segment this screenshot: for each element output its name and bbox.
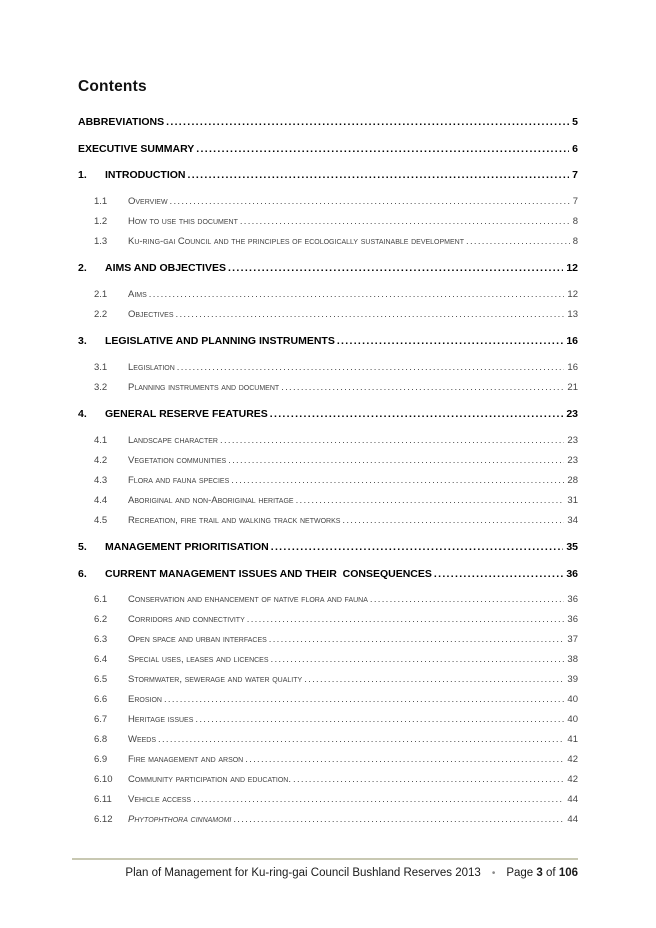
- toc-entry-number: 6.3: [94, 634, 108, 645]
- toc-entry-page: 41: [567, 734, 578, 745]
- toc-entry-page: 40: [567, 714, 578, 725]
- footer-page-total: 106: [558, 867, 578, 879]
- toc-entry-general-reserve-features[interactable]: [78, 404, 578, 424]
- toc-entry-page: 12: [566, 262, 578, 274]
- footer-divider: [72, 858, 578, 860]
- toc-entry-number: 1.2: [94, 215, 108, 227]
- toc-entry-recreation-networks[interactable]: [78, 511, 578, 531]
- footer-bullet-icon: •: [491, 868, 496, 879]
- toc-entry-page: 42: [567, 774, 578, 785]
- toc-entry-title: Phytophthora cinnamomi: [128, 814, 232, 825]
- toc-entry-open-space-interfaces[interactable]: [78, 630, 578, 650]
- toc-entry-page: 36: [566, 567, 578, 580]
- toc-entry-page: 38: [567, 654, 578, 665]
- toc-entry-number: 2.2: [94, 308, 108, 320]
- toc-entry-fire-management[interactable]: [78, 750, 578, 770]
- dot-leader: [196, 139, 569, 159]
- toc-entry-title: Open space and urban interfaces: [128, 634, 267, 645]
- toc-entry-title: How to use this document: [128, 215, 238, 227]
- toc-entry-legislation[interactable]: [78, 358, 578, 378]
- toc-entry-title: INTRODUCTION: [105, 169, 186, 181]
- toc-entry-title: Flora and fauna species: [128, 474, 230, 486]
- dot-leader: [228, 451, 564, 471]
- toc-entry-page: 23: [567, 434, 578, 446]
- dot-leader: [269, 630, 565, 650]
- toc-entry-weeds[interactable]: [78, 730, 578, 750]
- toc-entry-number: 6.5: [94, 674, 108, 685]
- toc-entry-title: Vegetation communities: [128, 454, 227, 466]
- dot-leader: [271, 537, 564, 557]
- toc-entry-title: CURRENT MANAGEMENT ISSUES AND THEIR CONSEQUENCES: [105, 567, 432, 580]
- toc-entry-title: Conservation and enhancement of native flora and fauna: [128, 594, 368, 605]
- dot-leader: [231, 471, 564, 491]
- dot-leader: [271, 650, 565, 670]
- toc-entry-stormwater-quality[interactable]: [78, 670, 578, 690]
- dot-leader: [220, 431, 564, 451]
- dot-leader: [188, 165, 570, 185]
- toc-entry-heritage-issues[interactable]: [78, 710, 578, 730]
- toc-entry-current-management-issues[interactable]: [78, 564, 578, 584]
- toc-entry-aboriginal-heritage[interactable]: [78, 491, 578, 511]
- dot-leader: [247, 610, 565, 630]
- toc-entry-phytophthora[interactable]: [78, 810, 578, 830]
- dot-leader: [281, 378, 564, 398]
- toc-entry-corridors-connectivity[interactable]: [78, 610, 578, 630]
- toc-entry-title: Overview: [128, 195, 168, 207]
- dot-leader: [270, 404, 564, 424]
- toc-entry-management-prioritisation[interactable]: [78, 537, 578, 557]
- dot-leader: [293, 770, 564, 790]
- dot-leader: [177, 358, 565, 378]
- toc-entry-page: 34: [567, 514, 578, 526]
- toc-entry-page: 7: [572, 195, 578, 207]
- toc-entry-page: 16: [567, 361, 578, 373]
- dot-leader: [342, 511, 564, 531]
- toc-entry-number: 1.1: [94, 195, 108, 207]
- dot-leader: [337, 331, 563, 351]
- toc-entry-page: 39: [567, 674, 578, 685]
- toc-entry-number: 1.3: [94, 235, 108, 247]
- toc-entry-page: 36: [567, 614, 578, 625]
- toc-entry-number: 2.1: [94, 288, 108, 300]
- toc-entry-title: Legislation: [128, 361, 175, 373]
- toc-entry-page: 44: [567, 794, 578, 805]
- page-title: Contents: [78, 78, 147, 95]
- toc-entry-number: 6.10: [94, 774, 113, 785]
- toc-entry-title: EXECUTIVE SUMMARY: [78, 142, 195, 155]
- toc-entry-page: 31: [567, 494, 578, 506]
- toc-entry-title: GENERAL RESERVE FEATURES: [105, 408, 268, 420]
- toc-entry-legislative-instruments[interactable]: [78, 331, 578, 351]
- dot-leader: [195, 710, 564, 730]
- toc-entry-number: 6.4: [94, 654, 108, 665]
- toc-entry-number: 4.5: [94, 514, 108, 526]
- toc-entry-title: Community participation and education.: [128, 774, 291, 785]
- toc-entry-number: 1.: [78, 169, 87, 181]
- dot-leader: [164, 690, 564, 710]
- toc-entry-executive-summary[interactable]: [78, 139, 578, 159]
- toc-entry-title: Aboriginal and non-Aboriginal heritage: [128, 494, 294, 506]
- dot-leader: [193, 790, 564, 810]
- toc-entry-title: Weeds: [128, 734, 157, 745]
- toc-entry-page: 21: [567, 381, 578, 393]
- toc-page: [78, 78, 578, 830]
- dot-leader: [158, 730, 564, 750]
- toc-entry-erosion[interactable]: [78, 690, 578, 710]
- toc-entry-title: AIMS AND OBJECTIVES: [105, 262, 226, 274]
- dot-leader: [245, 750, 564, 770]
- footer-of-word: of: [546, 867, 556, 879]
- toc-entry-landscape-character[interactable]: [78, 431, 578, 451]
- toc-entry-page: 12: [567, 288, 578, 300]
- toc-entry-number: 3.2: [94, 381, 108, 393]
- toc-entry-page: 36: [567, 594, 578, 605]
- toc-entry-number: 3.1: [94, 361, 108, 373]
- toc-entry-conservation-enhancement[interactable]: [78, 590, 578, 610]
- toc-entry-page: 40: [567, 694, 578, 705]
- toc-entry-title: Objectives: [128, 308, 174, 320]
- dot-leader: [304, 670, 564, 690]
- toc-entry-page: 42: [567, 754, 578, 765]
- dot-leader: [228, 258, 563, 278]
- toc-entry-number: 6.12: [94, 814, 113, 825]
- toc-entry-abbreviations[interactable]: [78, 112, 578, 132]
- toc-entry-how-to-use[interactable]: [78, 212, 578, 232]
- toc-entry-vehicle-access[interactable]: [78, 790, 578, 810]
- footer-page-word: Page: [506, 867, 534, 879]
- toc-entry-page: 8: [572, 215, 578, 227]
- toc-entry-title: Stormwater, sewerage and water quality: [128, 674, 303, 685]
- toc-entry-title: Recreation, fire trail and walking track networks: [128, 514, 341, 526]
- page-footer: [72, 858, 578, 879]
- toc-entry-page: 7: [572, 169, 578, 181]
- toc-entry-aims-objectives[interactable]: [78, 258, 578, 278]
- toc-entry-title: Vehicle access: [128, 794, 192, 805]
- toc-entry-page: 16: [566, 335, 578, 347]
- toc-entry-title: Erosion: [128, 694, 162, 705]
- toc-entry-title: LEGISLATIVE AND PLANNING INSTRUMENTS: [105, 335, 335, 347]
- toc-entry-title: Landscape character: [128, 434, 218, 446]
- toc-entry-title: Aims: [128, 288, 147, 300]
- toc-entry-number: 6.1: [94, 594, 108, 605]
- toc-entry-number: 4.3: [94, 474, 108, 486]
- toc-entry-title: Corridors and connectivity: [128, 614, 245, 625]
- footer-doc-title: Plan of Management for Ku-ring-gai Council Bushland Reserves 2013: [125, 867, 481, 879]
- toc-entry-page: 23: [567, 454, 578, 466]
- toc-entry-number: 2.: [78, 262, 87, 274]
- toc-entry-page: 5: [572, 116, 578, 128]
- toc-entry-number: 3.: [78, 335, 87, 347]
- toc-entry-page: 13: [567, 308, 578, 320]
- toc-entry-title: Fire management and arson: [128, 754, 244, 765]
- toc-entry-council-principles[interactable]: [78, 232, 578, 252]
- toc-entry-overview[interactable]: [78, 192, 578, 212]
- dot-leader: [170, 192, 570, 212]
- toc-entry-vegetation-communities[interactable]: [78, 451, 578, 471]
- toc-entry-special-uses[interactable]: [78, 650, 578, 670]
- toc-entry-introduction[interactable]: [78, 165, 578, 185]
- toc-entry-title: Ku-ring-gai Council and the principles of ecologically sustainable development: [128, 235, 464, 247]
- toc-entry-number: 6.8: [94, 734, 108, 745]
- dot-leader: [296, 491, 565, 511]
- toc-entry-title: Heritage issues: [128, 714, 194, 725]
- toc-entry-page: 6: [572, 142, 578, 155]
- toc-entry-page: 23: [566, 408, 578, 420]
- toc-entry-number: 6.6: [94, 694, 108, 705]
- toc-entry-number: 6.2: [94, 614, 108, 625]
- dot-leader: [466, 232, 570, 252]
- toc-entry-number: 6.: [78, 567, 87, 580]
- toc-entry-page: 35: [566, 541, 578, 553]
- dot-leader: [240, 212, 570, 232]
- footer-page-current: 3: [536, 867, 543, 879]
- toc-entry-number: 4.2: [94, 454, 108, 466]
- toc-entry-planning-instruments[interactable]: [78, 378, 578, 398]
- toc-entry-page: 8: [572, 235, 578, 247]
- dot-leader: [166, 112, 569, 132]
- toc-entry-page: 28: [567, 474, 578, 486]
- toc-entry-number: 6.7: [94, 714, 108, 725]
- dot-leader: [434, 564, 563, 584]
- toc-entry-aims[interactable]: [78, 285, 578, 305]
- toc-entry-number: 4.4: [94, 494, 108, 506]
- toc-entry-objectives[interactable]: [78, 305, 578, 325]
- toc-entry-number: 4.: [78, 408, 87, 420]
- toc-entry-flora-fauna-species[interactable]: [78, 471, 578, 491]
- toc-entry-number: 6.11: [94, 794, 112, 805]
- toc-entry-community-participation[interactable]: [78, 770, 578, 790]
- toc-entry-title: MANAGEMENT PRIORITISATION: [105, 541, 269, 553]
- dot-leader: [176, 305, 565, 325]
- toc-entry-number: 5.: [78, 541, 87, 553]
- toc-entry-number: 6.9: [94, 754, 108, 765]
- toc-entry-page: 37: [567, 634, 578, 645]
- toc-entry-title: Planning instruments and document: [128, 381, 280, 393]
- toc-entry-page: 44: [567, 814, 578, 825]
- toc-entry-title: ABBREVIATIONS: [78, 116, 165, 128]
- toc-entry-number: 4.1: [94, 434, 108, 446]
- toc-entry-title: Special uses, leases and licences: [128, 654, 269, 665]
- dot-leader: [370, 590, 565, 610]
- footer-text: [72, 867, 578, 879]
- dot-leader: [233, 810, 564, 830]
- dot-leader: [149, 285, 565, 305]
